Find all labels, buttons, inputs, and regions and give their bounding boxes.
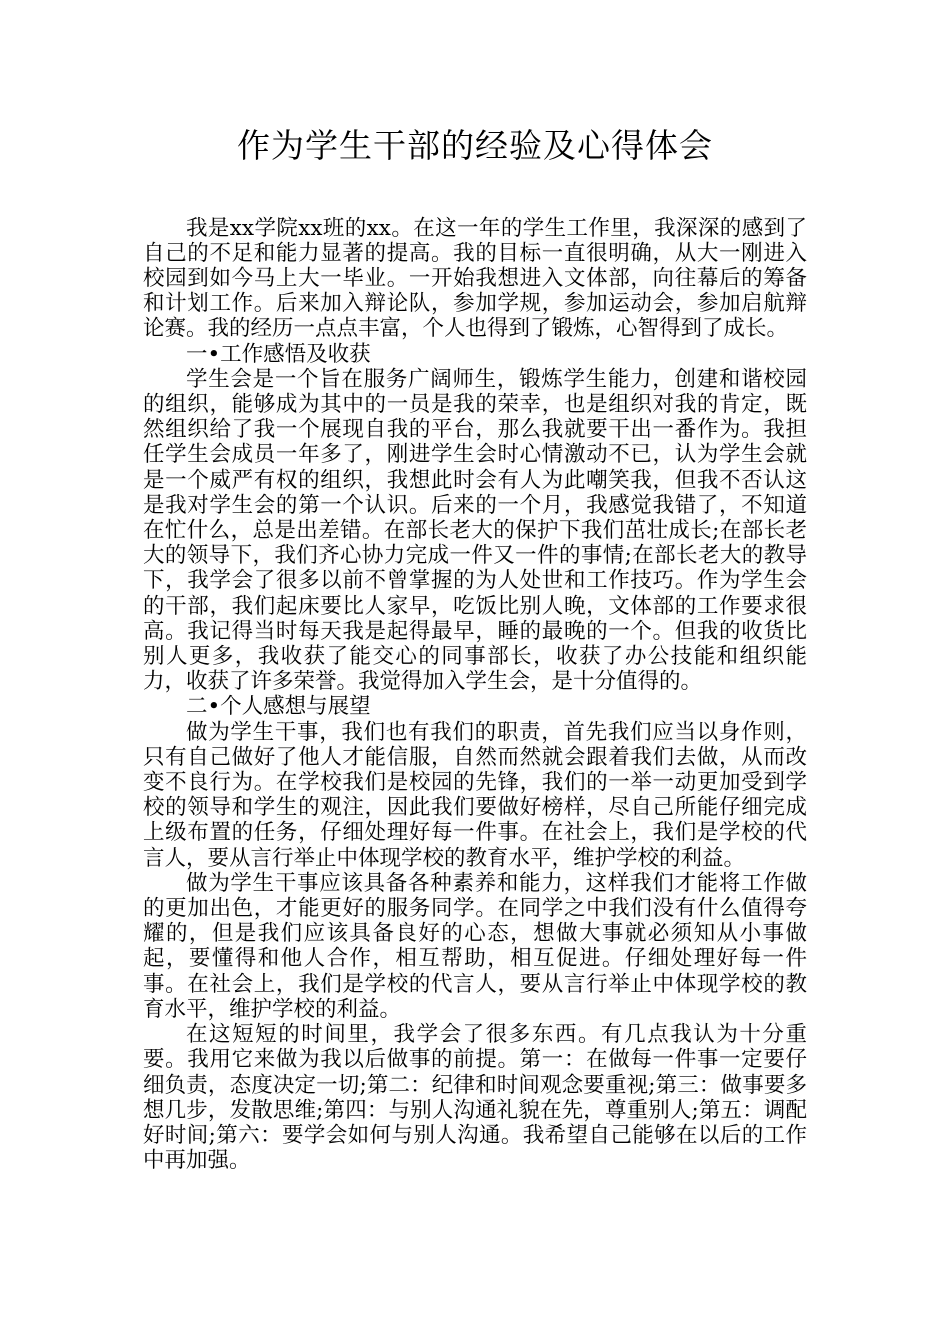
paragraph-qualities: 做为学生干事应该具备各种素养和能力，这样我们才能将工作做的更加出色，才能更好的服务同学。在同学之中我们没有什么值得夸耀的，但是我们应该具备良好的心态，想做大事就必须知从小事做起，要懂得和他人合作，相互帮助，相互促进。仔细处理好每一件事。在社会上，我们是学校的代言人，要从言行举止中体现学校的教育水平，维护学校的利益。 bbox=[143, 870, 807, 1022]
document-page bbox=[143, 126, 807, 1173]
document-title: 作为学生干部的经验及心得体会 bbox=[237, 126, 713, 165]
paragraph-intro: 我是xx学院xx班的xx。在这一年的学生工作里，我深深的感到了自己的不足和能力显著的提高。我的目标一直很明确，从大一刚进入校园到如今马上大一毕业。一开始我想进入文体部，向往幕后的筹备和计划工作。后来加入辩论队，参加学规，参加运动会，参加启航辩论赛。我的经历一点点丰富，个人也得到了锻炼，心智得到了成长。 bbox=[143, 215, 807, 342]
paragraph-work-insights: 学生会是一个旨在服务广阔师生，锻炼学生能力，创建和谐校园的组织，能够成为其中的一员是我的荣幸，也是组织对我的肯定，既然组织给了我一个展现自我的平台，那么我就要干出一番作为。我担任学生会成员一年多了，刚进学生会时心情激动不已，认为学生会就是一个威严有权的组织，我想此时会有人为此嘲笑我，但我不否认这是我对学生会的第一个认识。后来的一个月，我感觉我错了，不知道在忙什么，总是出差错。在部长老大的保护下我们茁壮成长;在部长老大的领导下，我们齐心协力完成一件又一件的事情;在部长老大的教导下，我学会了很多以前不曾掌握的为人处世和工作技巧。作为学生会的干部，我们起床要比人家早，吃饭比别人晚，文体部的工作要求很高。我记得当时每天我是起得最早，睡的最晚的一个。但我的收货比别人更多，我收获了能交心的同事部长，收获了办公技能和组织能力，收获了许多荣誉。我觉得加入学生会，是十分值得的。 bbox=[143, 366, 807, 695]
section-heading-1: 一•工作感悟及收获 bbox=[186, 341, 371, 367]
paragraph-duties: 做为学生干事，我们也有我们的职责，首先我们应当以身作则，只有自己做好了他人才能信服，自然而然就会跟着我们去做，从而改变不良行为。在学校我们是校园的先锋，我们的一举一动更加受到学校的领导和学生的观注，因此我们要做好榜样，尽自己所能仔细完成上级布置的任务，仔细处理好每一件事。在社会上，我们是学校的代言人，要从言行举止中体现学校的教育水平，维护学校的利益。 bbox=[143, 719, 807, 871]
paragraph-lessons: 在这短短的时间里，我学会了很多东西。有几点我认为十分重要。我用它来做为我以后做事的前提。第一：在做每一件事一定要仔细负责，态度决定一切;第二：纪律和时间观念要重视;第三：做事要多想几步，发散思维;第四：与别人沟通礼貌在先，尊重别人;第五：调配好时间;第六：要学会如何与别人沟通。我希望自己能够在以后的工作中再加强。 bbox=[143, 1022, 807, 1174]
section-heading-2: 二•个人感想与展望 bbox=[186, 694, 371, 720]
